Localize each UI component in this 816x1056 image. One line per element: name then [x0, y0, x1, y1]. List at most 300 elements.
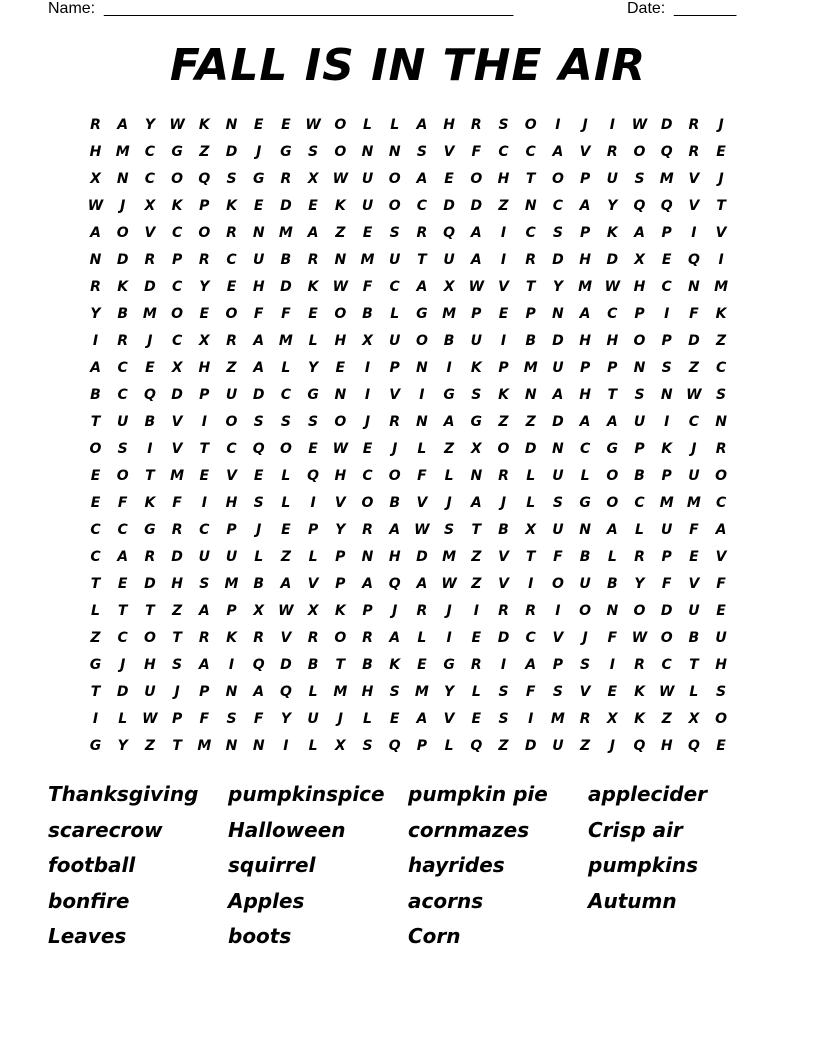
grid-letter: I	[364, 360, 371, 376]
grid-letter: N	[334, 387, 347, 403]
word-list-item: bonfire	[48, 888, 130, 913]
grid-letter: H	[579, 333, 591, 349]
grid-letter: Y	[117, 738, 128, 754]
grid-letter: R	[253, 630, 265, 646]
grid-letter: I	[500, 252, 507, 268]
grid-row	[82, 274, 742, 301]
grid-letter: W	[87, 198, 104, 214]
grid-letter: I	[500, 333, 507, 349]
grid-letter: R	[198, 630, 210, 646]
grid-letter: F	[117, 495, 128, 511]
grid-row	[82, 436, 742, 463]
grid-letter: T	[90, 576, 101, 592]
grid-letter: O	[334, 117, 347, 133]
grid-letter: Z	[226, 360, 237, 376]
grid-letter: R	[688, 117, 700, 133]
grid-letter: D	[552, 333, 564, 349]
grid-letter: E	[471, 711, 482, 727]
grid-letter: M	[659, 495, 674, 511]
grid-letter: E	[226, 279, 237, 295]
grid-letter: V	[688, 576, 700, 592]
grid-letter: H	[361, 684, 374, 700]
grid-letter: R	[634, 657, 645, 673]
grid-letter: J	[337, 711, 343, 727]
grid-letter: D	[116, 684, 129, 700]
grid-row	[82, 571, 742, 598]
grid-letter: L	[580, 468, 590, 484]
grid-letter: F	[661, 576, 672, 592]
letter-grid	[82, 112, 742, 760]
grid-letter: E	[199, 468, 210, 484]
grid-letter: B	[579, 549, 591, 565]
grid-letter: P	[389, 360, 400, 376]
grid-letter: W	[604, 279, 621, 295]
grid-letter: C	[90, 522, 101, 538]
grid-letter: J	[256, 522, 262, 538]
grid-letter: Z	[280, 549, 291, 565]
grid-letter: W	[631, 117, 648, 133]
grid-letter: U	[389, 333, 401, 349]
grid-letter: X	[362, 333, 373, 349]
grid-letter: O	[633, 603, 646, 619]
grid-letter: A	[280, 576, 292, 592]
grid-letter: R	[498, 468, 509, 484]
grid-letter: B	[498, 522, 509, 538]
grid-letter: P	[199, 684, 210, 700]
grid-letter: C	[579, 441, 591, 457]
grid-letter: E	[308, 198, 318, 214]
grid-letter: M	[278, 333, 293, 349]
grid-letter: S	[498, 684, 509, 700]
grid-letter: E	[308, 441, 318, 457]
grid-letter: S	[444, 522, 455, 538]
grid-letter: R	[389, 414, 401, 430]
word-list	[48, 782, 768, 962]
grid-letter: I	[555, 603, 561, 619]
grid-letter: O	[279, 441, 292, 457]
grid-letter: L	[118, 711, 128, 727]
grid-letter: H	[715, 657, 727, 673]
grid-letter: R	[307, 252, 319, 268]
grid-letter: B	[362, 657, 373, 673]
grid-letter: I	[201, 495, 207, 511]
grid-letter: M	[523, 360, 538, 376]
grid-letter: K	[144, 495, 156, 511]
grid-letter: I	[310, 495, 316, 511]
grid-letter: L	[689, 684, 699, 700]
grid-letter: E	[335, 360, 346, 376]
word-list-item: pumpkin pie	[408, 782, 548, 806]
grid-letter: E	[253, 468, 264, 484]
word-list-item: boots	[228, 924, 292, 948]
grid-letter: S	[308, 414, 319, 430]
grid-letter: N	[361, 144, 374, 160]
grid-letter: Z	[716, 333, 727, 349]
grid-letter: C	[226, 441, 237, 457]
grid-letter: U	[307, 711, 319, 727]
grid-letter: U	[361, 198, 374, 214]
grid-letter: U	[117, 414, 129, 430]
grid-letter: C	[226, 252, 237, 268]
grid-letter: J	[446, 603, 452, 619]
grid-letter: D	[116, 252, 129, 268]
grid-letter: L	[308, 738, 318, 754]
grid-letter: Q	[687, 252, 700, 268]
word-list-item: football	[48, 853, 136, 877]
grid-letter: A	[198, 603, 210, 619]
grid-letter: L	[390, 306, 400, 322]
grid-row	[82, 490, 742, 517]
grid-letter: C	[715, 360, 727, 376]
grid-letter: B	[389, 495, 401, 511]
grid-letter: I	[500, 225, 507, 241]
grid-letter: X	[606, 711, 618, 727]
grid-letter: E	[716, 738, 726, 754]
grid-letter: B	[144, 414, 156, 430]
grid-letter: I	[228, 657, 235, 673]
grid-letter: N	[334, 252, 347, 268]
grid-letter: R	[688, 144, 700, 160]
grid-letter: W	[658, 684, 675, 700]
grid-letter: C	[280, 387, 292, 403]
grid-letter: K	[117, 279, 129, 295]
grid-letter: T	[525, 549, 536, 565]
grid-letter: U	[688, 468, 700, 484]
grid-letter: J	[364, 414, 371, 430]
grid-letter: O	[524, 117, 537, 133]
grid-letter: L	[417, 630, 427, 646]
grid-letter: H	[225, 495, 238, 511]
grid-letter: S	[552, 684, 563, 700]
grid-letter: A	[307, 225, 319, 241]
grid-letter: B	[117, 306, 129, 322]
grid-letter: A	[579, 198, 591, 214]
word-list-item: cornmazes	[408, 817, 530, 842]
grid-letter: R	[280, 171, 292, 187]
grid-letter: P	[634, 306, 645, 322]
grid-letter: P	[607, 360, 618, 376]
grid-letter: C	[171, 333, 183, 349]
grid-letter: I	[446, 630, 452, 646]
grid-letter: P	[579, 171, 591, 187]
grid-row	[82, 544, 742, 571]
grid-letter: L	[635, 522, 644, 538]
grid-letter: D	[606, 252, 619, 268]
grid-letter: V	[334, 495, 346, 511]
grid-letter: Z	[90, 630, 101, 646]
word-list-item: Halloween	[228, 817, 346, 842]
grid-letter: O	[334, 144, 347, 160]
grid-letter: H	[660, 738, 673, 754]
grid-letter: C	[144, 144, 156, 160]
grid-letter: T	[471, 522, 482, 538]
grid-letter: X	[198, 333, 210, 349]
grid-letter: C	[688, 414, 700, 430]
grid-letter: C	[171, 225, 183, 241]
grid-row	[82, 193, 742, 220]
grid-letter: T	[335, 657, 346, 673]
grid-letter: U	[552, 468, 564, 484]
grid-letter: E	[281, 117, 291, 133]
grid-row	[82, 382, 742, 409]
grid-letter: D	[524, 738, 537, 754]
grid-letter: I	[446, 360, 452, 376]
grid-letter: X	[470, 441, 482, 457]
grid-letter: K	[334, 603, 346, 619]
grid-letter: T	[525, 171, 536, 187]
grid-letter: O	[334, 630, 347, 646]
grid-letter: P	[199, 387, 210, 403]
grid-letter: D	[443, 198, 455, 214]
grid-letter: M	[115, 144, 130, 160]
grid-letter: A	[579, 306, 591, 322]
grid-letter: O	[334, 306, 347, 322]
grid-letter: T	[716, 198, 726, 214]
grid-letter: E	[253, 198, 264, 214]
grid-letter: A	[525, 657, 537, 673]
grid-row	[82, 625, 742, 652]
grid-letter: D	[144, 576, 156, 592]
grid-letter: J	[500, 495, 507, 511]
grid-letter: C	[607, 306, 618, 322]
grid-letter: Y	[634, 576, 645, 592]
grid-letter: Z	[688, 360, 699, 376]
grid-letter: H	[198, 360, 211, 376]
grid-letter: O	[89, 441, 102, 457]
grid-letter: C	[416, 198, 428, 214]
grid-letter: K	[606, 225, 618, 241]
grid-letter: S	[716, 684, 727, 700]
grid-letter: P	[661, 549, 672, 565]
grid-letter: C	[90, 549, 101, 565]
grid-letter: C	[715, 495, 727, 511]
grid-letter: U	[361, 171, 374, 187]
word-list-item: applecider	[588, 782, 708, 806]
grid-letter: R	[90, 117, 101, 133]
grid-letter: D	[416, 549, 428, 565]
grid-letter: R	[579, 711, 591, 727]
grid-letter: V	[552, 630, 564, 646]
grid-row	[82, 139, 742, 166]
grid-letter: S	[580, 657, 591, 673]
grid-letter: J	[256, 144, 262, 160]
grid-letter: C	[117, 387, 128, 403]
grid-letter: R	[606, 144, 618, 160]
grid-letter: B	[253, 576, 265, 592]
grid-letter: U	[144, 684, 156, 700]
grid-row	[82, 679, 742, 706]
grid-letter: H	[144, 657, 156, 673]
grid-letter: I	[201, 414, 207, 430]
grid-letter: N	[552, 441, 564, 457]
word-list-item: pumpkins	[588, 853, 699, 877]
grid-letter: V	[715, 225, 727, 241]
grid-row	[82, 706, 742, 733]
grid-letter: G	[443, 387, 455, 403]
grid-letter: Q	[388, 576, 401, 592]
grid-letter: J	[582, 117, 588, 133]
word-list-item: Thanksgiving	[48, 782, 199, 806]
grid-letter: D	[470, 198, 483, 214]
grid-letter: J	[446, 495, 452, 511]
grid-letter: K	[634, 684, 645, 700]
grid-letter: V	[307, 576, 319, 592]
grid-letter: N	[688, 279, 700, 295]
grid-letter: L	[607, 549, 617, 565]
grid-letter: J	[120, 657, 126, 673]
grid-letter: F	[716, 576, 726, 592]
grid-letter: L	[417, 441, 427, 457]
grid-letter: U	[552, 738, 564, 754]
grid-letter: P	[498, 360, 509, 376]
grid-letter: D	[252, 387, 265, 403]
grid-letter: A	[443, 414, 455, 430]
grid-letter: O	[225, 306, 238, 322]
grid-letter: P	[661, 225, 672, 241]
grid-letter: W	[305, 117, 321, 133]
grid-letter: P	[471, 306, 482, 322]
grid-letter: R	[144, 252, 156, 268]
grid-letter: O	[633, 333, 646, 349]
grid-letter: U	[715, 630, 727, 646]
grid-letter: W	[332, 279, 349, 295]
grid-letter: G	[470, 414, 483, 430]
grid-letter: A	[90, 360, 101, 376]
grid-letter: U	[443, 252, 455, 268]
grid-letter: I	[609, 117, 615, 133]
grid-letter: B	[688, 630, 700, 646]
grid-letter: A	[606, 522, 618, 538]
grid-letter: O	[388, 468, 401, 484]
grid-letter: V	[389, 387, 401, 403]
grid-letter: M	[360, 252, 375, 268]
grid-letter: P	[634, 441, 645, 457]
grid-letter: Z	[498, 198, 509, 214]
grid-letter: D	[660, 117, 673, 133]
grid-letter: Z	[444, 441, 455, 457]
grid-row	[82, 652, 742, 679]
word-list-item: Crisp air	[588, 817, 683, 842]
grid-row	[82, 517, 742, 544]
grid-row	[82, 112, 742, 139]
grid-letter: K	[226, 198, 237, 214]
grid-letter: J	[691, 441, 697, 457]
grid-letter: N	[660, 387, 673, 403]
grid-letter: V	[498, 576, 509, 592]
grid-letter: V	[443, 144, 455, 160]
grid-letter: X	[253, 603, 265, 619]
grid-row	[82, 733, 742, 760]
grid-letter: Y	[308, 360, 319, 376]
grid-letter: V	[579, 144, 591, 160]
grid-letter: W	[441, 576, 457, 592]
grid-letter: D	[280, 279, 292, 295]
grid-letter: F	[689, 522, 699, 538]
grid-letter: E	[689, 549, 699, 565]
grid-letter: W	[332, 441, 349, 457]
grid-letter: Q	[660, 144, 673, 160]
grid-letter: O	[606, 495, 619, 511]
grid-letter: Q	[660, 198, 673, 214]
grid-letter: F	[172, 495, 182, 511]
grid-letter: V	[443, 711, 455, 727]
grid-letter: L	[363, 711, 372, 727]
grid-letter: O	[361, 495, 374, 511]
grid-letter: V	[144, 225, 156, 241]
grid-letter: E	[661, 252, 672, 268]
grid-letter: C	[144, 171, 156, 187]
grid-letter: O	[388, 171, 401, 187]
grid-letter: K	[171, 198, 183, 214]
grid-letter: U	[225, 387, 238, 403]
grid-letter: I	[92, 333, 99, 349]
grid-letter: P	[335, 549, 346, 565]
grid-letter: E	[117, 576, 128, 592]
grid-letter: Z	[498, 738, 509, 754]
grid-letter: I	[718, 252, 724, 268]
grid-letter: Q	[388, 738, 401, 754]
grid-letter: T	[117, 603, 128, 619]
grid-letter: M	[414, 684, 429, 700]
grid-letter: J	[392, 441, 398, 457]
grid-letter: Y	[280, 711, 291, 727]
grid-letter: L	[444, 468, 454, 484]
grid-letter: I	[528, 711, 534, 727]
grid-row	[82, 409, 742, 436]
grid-letter: R	[498, 603, 509, 619]
grid-letter: H	[334, 468, 347, 484]
grid-letter: P	[335, 576, 346, 592]
grid-letter: O	[579, 603, 592, 619]
grid-letter: H	[252, 279, 265, 295]
grid-letter: C	[525, 144, 536, 160]
grid-letter: V	[171, 414, 183, 430]
grid-letter: A	[634, 225, 645, 241]
grid-letter: S	[226, 171, 237, 187]
grid-letter: M	[333, 684, 348, 700]
grid-letter: L	[308, 684, 318, 700]
grid-letter: L	[471, 684, 481, 700]
grid-letter: X	[307, 603, 319, 619]
word-list-item: Apples	[228, 888, 305, 913]
grid-letter: P	[307, 522, 319, 538]
date-blank-line: _______	[674, 0, 737, 17]
grid-letter: E	[498, 306, 509, 322]
grid-letter: I	[419, 387, 425, 403]
grid-letter: A	[253, 684, 265, 700]
grid-letter: A	[362, 576, 373, 592]
grid-letter: U	[579, 576, 591, 592]
grid-letter: V	[416, 495, 428, 511]
grid-letter: B	[362, 306, 373, 322]
grid-letter: T	[607, 387, 618, 403]
grid-letter: O	[551, 576, 564, 592]
grid-letter: E	[199, 306, 210, 322]
grid-letter: G	[89, 657, 102, 673]
grid-letter: A	[117, 117, 129, 133]
grid-letter: D	[552, 252, 564, 268]
grid-letter: E	[362, 441, 373, 457]
grid-letter: L	[308, 549, 318, 565]
grid-letter: Z	[335, 225, 346, 241]
grid-letter: X	[307, 171, 319, 187]
grid-letter: F	[417, 468, 427, 484]
grid-letter: D	[497, 630, 510, 646]
grid-letter: N	[225, 738, 238, 754]
grid-letter: Q	[279, 684, 292, 700]
grid-letter: O	[116, 468, 129, 484]
grid-letter: U	[253, 252, 265, 268]
